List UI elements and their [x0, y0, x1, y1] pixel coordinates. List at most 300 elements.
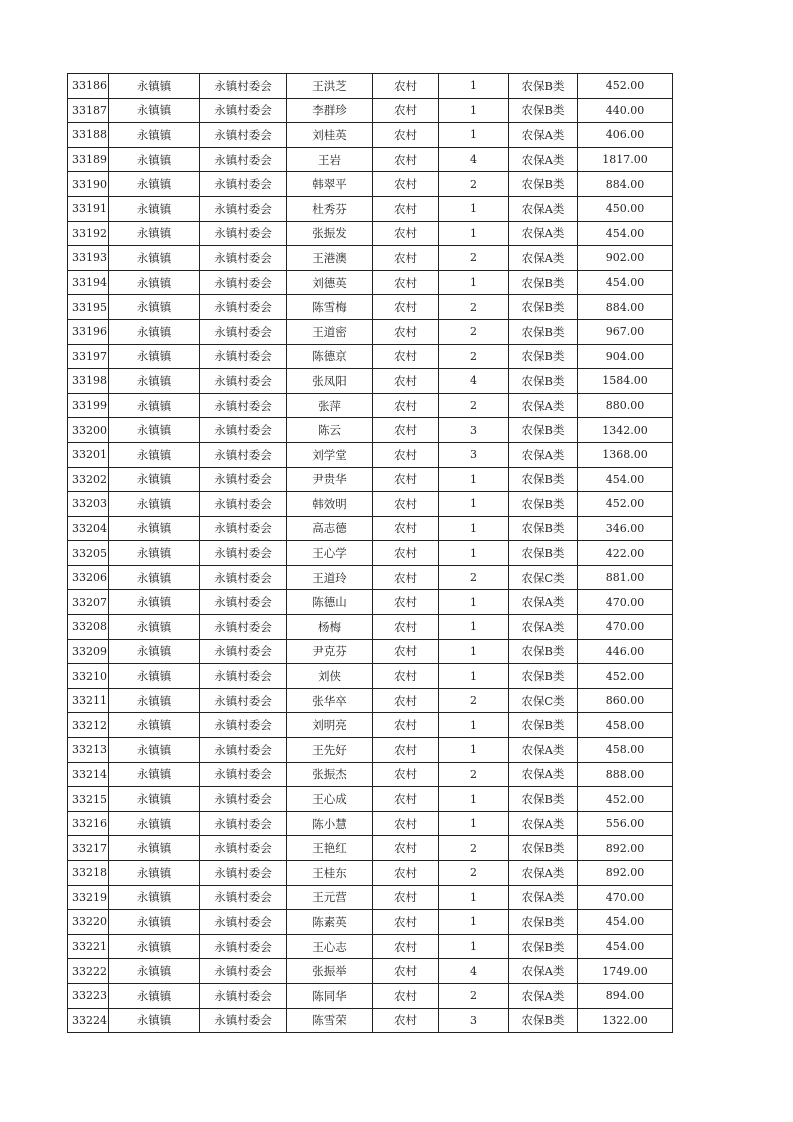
cell-name: 张振杰: [287, 762, 373, 787]
cell-id: 33191: [68, 196, 109, 221]
cell-name: 王心学: [287, 541, 373, 566]
cell-name: 王道密: [287, 319, 373, 344]
cell-area: 农村: [373, 172, 439, 197]
cell-village: 永镇村委会: [200, 196, 287, 221]
cell-category: 农保B类: [509, 541, 578, 566]
cell-category: 农保B类: [509, 344, 578, 369]
cell-village: 永镇村委会: [200, 74, 287, 99]
cell-name: 韩翠平: [287, 172, 373, 197]
table-row: [68, 295, 673, 320]
cell-count: 1: [439, 123, 509, 148]
cell-village: 永镇村委会: [200, 344, 287, 369]
cell-area: 农村: [373, 811, 439, 836]
cell-amount: 1584.00: [578, 369, 673, 394]
cell-amount: 440.00: [578, 98, 673, 123]
cell-amount: 888.00: [578, 762, 673, 787]
cell-count: 1: [439, 221, 509, 246]
cell-name: 陈德山: [287, 590, 373, 615]
cell-area: 农村: [373, 688, 439, 713]
cell-village: 永镇村委会: [200, 516, 287, 541]
cell-count: 2: [439, 344, 509, 369]
cell-village: 永镇村委会: [200, 270, 287, 295]
cell-town: 永镇镇: [109, 885, 200, 910]
cell-category: 农保B类: [509, 492, 578, 517]
table-row: [68, 713, 673, 738]
cell-village: 永镇村委会: [200, 910, 287, 935]
cell-count: 2: [439, 861, 509, 886]
cell-name: 王桂东: [287, 861, 373, 886]
cell-amount: 892.00: [578, 836, 673, 861]
cell-category: 农保A类: [509, 123, 578, 148]
table-row: [68, 393, 673, 418]
cell-area: 农村: [373, 492, 439, 517]
cell-id: 33202: [68, 467, 109, 492]
cell-name: 李群珍: [287, 98, 373, 123]
cell-id: 33223: [68, 983, 109, 1008]
cell-town: 永镇镇: [109, 910, 200, 935]
cell-area: 农村: [373, 467, 439, 492]
cell-amount: 470.00: [578, 590, 673, 615]
table-row: [68, 541, 673, 566]
table-row: [68, 861, 673, 886]
cell-count: 4: [439, 147, 509, 172]
table-row: [68, 319, 673, 344]
cell-id: 33206: [68, 565, 109, 590]
cell-count: 1: [439, 541, 509, 566]
cell-town: 永镇镇: [109, 418, 200, 443]
cell-village: 永镇村委会: [200, 369, 287, 394]
cell-area: 农村: [373, 221, 439, 246]
cell-village: 永镇村委会: [200, 418, 287, 443]
table-row: [68, 787, 673, 812]
cell-count: 1: [439, 910, 509, 935]
cell-amount: 860.00: [578, 688, 673, 713]
cell-town: 永镇镇: [109, 590, 200, 615]
table-row: [68, 1008, 673, 1033]
cell-id: 33196: [68, 319, 109, 344]
cell-area: 农村: [373, 713, 439, 738]
table-row: [68, 418, 673, 443]
cell-amount: 446.00: [578, 639, 673, 664]
cell-area: 农村: [373, 787, 439, 812]
cell-village: 永镇村委会: [200, 885, 287, 910]
cell-town: 永镇镇: [109, 492, 200, 517]
cell-category: 农保A类: [509, 861, 578, 886]
cell-amount: 892.00: [578, 861, 673, 886]
cell-area: 农村: [373, 615, 439, 640]
cell-village: 永镇村委会: [200, 688, 287, 713]
cell-town: 永镇镇: [109, 688, 200, 713]
cell-name: 王先好: [287, 738, 373, 763]
table-row: [68, 885, 673, 910]
table-row: [68, 123, 673, 148]
cell-amount: 454.00: [578, 270, 673, 295]
cell-id: 33195: [68, 295, 109, 320]
cell-amount: 904.00: [578, 344, 673, 369]
cell-amount: 884.00: [578, 295, 673, 320]
cell-id: 33208: [68, 615, 109, 640]
table-row: [68, 738, 673, 763]
table-row: [68, 615, 673, 640]
cell-id: 33213: [68, 738, 109, 763]
cell-village: 永镇村委会: [200, 172, 287, 197]
cell-town: 永镇镇: [109, 147, 200, 172]
cell-name: 陈同华: [287, 983, 373, 1008]
cell-town: 永镇镇: [109, 541, 200, 566]
cell-name: 陈德京: [287, 344, 373, 369]
cell-area: 农村: [373, 836, 439, 861]
cell-id: 33194: [68, 270, 109, 295]
cell-amount: 1342.00: [578, 418, 673, 443]
cell-category: 农保B类: [509, 418, 578, 443]
table-row: [68, 270, 673, 295]
table-row: [68, 934, 673, 959]
cell-amount: 967.00: [578, 319, 673, 344]
cell-name: 刘明亮: [287, 713, 373, 738]
cell-category: 农保A类: [509, 393, 578, 418]
cell-id: 33199: [68, 393, 109, 418]
cell-town: 永镇镇: [109, 738, 200, 763]
cell-town: 永镇镇: [109, 74, 200, 99]
cell-town: 永镇镇: [109, 319, 200, 344]
cell-town: 永镇镇: [109, 811, 200, 836]
cell-category: 农保B类: [509, 295, 578, 320]
cell-amount: 902.00: [578, 246, 673, 271]
cell-area: 农村: [373, 664, 439, 689]
cell-amount: 454.00: [578, 467, 673, 492]
cell-village: 永镇村委会: [200, 565, 287, 590]
cell-category: 农保C类: [509, 565, 578, 590]
cell-town: 永镇镇: [109, 123, 200, 148]
cell-name: 陈雪荣: [287, 1008, 373, 1033]
cell-village: 永镇村委会: [200, 959, 287, 984]
cell-id: 33186: [68, 74, 109, 99]
cell-count: 1: [439, 467, 509, 492]
cell-amount: 452.00: [578, 74, 673, 99]
cell-category: 农保A类: [509, 983, 578, 1008]
cell-id: 33197: [68, 344, 109, 369]
cell-name: 尹贵华: [287, 467, 373, 492]
cell-category: 农保B类: [509, 639, 578, 664]
cell-id: 33217: [68, 836, 109, 861]
cell-name: 王元营: [287, 885, 373, 910]
cell-id: 33209: [68, 639, 109, 664]
cell-count: 1: [439, 639, 509, 664]
cell-count: 3: [439, 442, 509, 467]
table-row: [68, 664, 673, 689]
cell-id: 33188: [68, 123, 109, 148]
cell-area: 农村: [373, 910, 439, 935]
cell-village: 永镇村委会: [200, 98, 287, 123]
cell-town: 永镇镇: [109, 369, 200, 394]
cell-town: 永镇镇: [109, 516, 200, 541]
cell-count: 1: [439, 738, 509, 763]
cell-category: 农保B类: [509, 270, 578, 295]
cell-amount: 454.00: [578, 934, 673, 959]
cell-town: 永镇镇: [109, 270, 200, 295]
table-row: [68, 344, 673, 369]
cell-area: 农村: [373, 1008, 439, 1033]
cell-name: 陈素英: [287, 910, 373, 935]
cell-name: 韩效明: [287, 492, 373, 517]
cell-name: 张振举: [287, 959, 373, 984]
cell-id: 33189: [68, 147, 109, 172]
cell-count: 1: [439, 590, 509, 615]
cell-count: 2: [439, 246, 509, 271]
table-row: [68, 74, 673, 99]
cell-amount: 880.00: [578, 393, 673, 418]
cell-category: 农保B类: [509, 98, 578, 123]
cell-count: 4: [439, 369, 509, 394]
cell-amount: 452.00: [578, 787, 673, 812]
cell-count: 1: [439, 492, 509, 517]
cell-name: 刘德英: [287, 270, 373, 295]
cell-town: 永镇镇: [109, 762, 200, 787]
cell-village: 永镇村委会: [200, 221, 287, 246]
cell-count: 1: [439, 516, 509, 541]
cell-town: 永镇镇: [109, 639, 200, 664]
cell-town: 永镇镇: [109, 787, 200, 812]
cell-area: 农村: [373, 959, 439, 984]
cell-town: 永镇镇: [109, 98, 200, 123]
table-row: [68, 172, 673, 197]
cell-village: 永镇村委会: [200, 123, 287, 148]
cell-name: 张振发: [287, 221, 373, 246]
table-row: [68, 492, 673, 517]
cell-name: 张萍: [287, 393, 373, 418]
cell-category: 农保B类: [509, 319, 578, 344]
cell-area: 农村: [373, 295, 439, 320]
cell-name: 王心志: [287, 934, 373, 959]
cell-town: 永镇镇: [109, 565, 200, 590]
cell-category: 农保C类: [509, 688, 578, 713]
cell-category: 农保A类: [509, 959, 578, 984]
cell-amount: 452.00: [578, 664, 673, 689]
cell-name: 刘侠: [287, 664, 373, 689]
cell-area: 农村: [373, 762, 439, 787]
cell-area: 农村: [373, 98, 439, 123]
cell-village: 永镇村委会: [200, 295, 287, 320]
cell-area: 农村: [373, 147, 439, 172]
cell-amount: 454.00: [578, 910, 673, 935]
cell-category: 农保B类: [509, 1008, 578, 1033]
cell-id: 33218: [68, 861, 109, 886]
cell-id: 33190: [68, 172, 109, 197]
cell-id: 33201: [68, 442, 109, 467]
cell-category: 农保B类: [509, 516, 578, 541]
cell-town: 永镇镇: [109, 221, 200, 246]
cell-id: 33222: [68, 959, 109, 984]
cell-category: 农保B类: [509, 787, 578, 812]
cell-amount: 1368.00: [578, 442, 673, 467]
cell-category: 农保A类: [509, 246, 578, 271]
cell-name: 张凤阳: [287, 369, 373, 394]
cell-name: 杨梅: [287, 615, 373, 640]
cell-name: 杜秀芬: [287, 196, 373, 221]
cell-village: 永镇村委会: [200, 983, 287, 1008]
table-row: [68, 246, 673, 271]
cell-category: 农保B类: [509, 369, 578, 394]
cell-count: 4: [439, 959, 509, 984]
cell-name: 陈雪梅: [287, 295, 373, 320]
cell-id: 33224: [68, 1008, 109, 1033]
cell-village: 永镇村委会: [200, 615, 287, 640]
cell-name: 陈小慧: [287, 811, 373, 836]
cell-count: 2: [439, 319, 509, 344]
cell-category: 农保A类: [509, 762, 578, 787]
cell-village: 永镇村委会: [200, 492, 287, 517]
cell-amount: 406.00: [578, 123, 673, 148]
cell-amount: 881.00: [578, 565, 673, 590]
cell-area: 农村: [373, 418, 439, 443]
cell-category: 农保A类: [509, 442, 578, 467]
cell-town: 永镇镇: [109, 861, 200, 886]
cell-town: 永镇镇: [109, 344, 200, 369]
cell-area: 农村: [373, 541, 439, 566]
cell-amount: 470.00: [578, 615, 673, 640]
cell-village: 永镇村委会: [200, 541, 287, 566]
cell-amount: 346.00: [578, 516, 673, 541]
cell-amount: 1817.00: [578, 147, 673, 172]
cell-id: 33220: [68, 910, 109, 935]
cell-village: 永镇村委会: [200, 319, 287, 344]
table-row: [68, 196, 673, 221]
cell-village: 永镇村委会: [200, 1008, 287, 1033]
cell-id: 33204: [68, 516, 109, 541]
cell-name: 王心成: [287, 787, 373, 812]
table-body: [68, 74, 673, 1033]
cell-town: 永镇镇: [109, 664, 200, 689]
cell-area: 农村: [373, 738, 439, 763]
cell-name: 刘学堂: [287, 442, 373, 467]
cell-id: 33192: [68, 221, 109, 246]
table-row: [68, 369, 673, 394]
cell-id: 33203: [68, 492, 109, 517]
cell-category: 农保B类: [509, 467, 578, 492]
cell-town: 永镇镇: [109, 983, 200, 1008]
cell-count: 1: [439, 885, 509, 910]
cell-count: 1: [439, 270, 509, 295]
cell-category: 农保B类: [509, 713, 578, 738]
table-row: [68, 910, 673, 935]
cell-id: 33211: [68, 688, 109, 713]
cell-town: 永镇镇: [109, 467, 200, 492]
cell-town: 永镇镇: [109, 836, 200, 861]
cell-id: 33221: [68, 934, 109, 959]
cell-village: 永镇村委会: [200, 664, 287, 689]
cell-category: 农保B类: [509, 934, 578, 959]
cell-category: 农保A类: [509, 196, 578, 221]
cell-category: 农保A类: [509, 221, 578, 246]
cell-area: 农村: [373, 934, 439, 959]
cell-count: 2: [439, 172, 509, 197]
cell-village: 永镇村委会: [200, 738, 287, 763]
table-row: [68, 221, 673, 246]
cell-amount: 470.00: [578, 885, 673, 910]
table-row: [68, 442, 673, 467]
cell-amount: 458.00: [578, 713, 673, 738]
cell-town: 永镇镇: [109, 615, 200, 640]
cell-name: 高志德: [287, 516, 373, 541]
cell-count: 1: [439, 664, 509, 689]
cell-village: 永镇村委会: [200, 836, 287, 861]
cell-village: 永镇村委会: [200, 393, 287, 418]
cell-area: 农村: [373, 369, 439, 394]
cell-category: 农保A类: [509, 147, 578, 172]
cell-area: 农村: [373, 442, 439, 467]
table-row: [68, 983, 673, 1008]
cell-name: 王岩: [287, 147, 373, 172]
cell-category: 农保A类: [509, 811, 578, 836]
table-row: [68, 836, 673, 861]
cell-area: 农村: [373, 885, 439, 910]
cell-id: 33187: [68, 98, 109, 123]
cell-area: 农村: [373, 639, 439, 664]
cell-id: 33215: [68, 787, 109, 812]
cell-category: 农保B类: [509, 172, 578, 197]
cell-village: 永镇村委会: [200, 713, 287, 738]
cell-id: 33219: [68, 885, 109, 910]
cell-town: 永镇镇: [109, 959, 200, 984]
cell-count: 1: [439, 98, 509, 123]
cell-village: 永镇村委会: [200, 442, 287, 467]
cell-area: 农村: [373, 319, 439, 344]
cell-amount: 1749.00: [578, 959, 673, 984]
cell-amount: 884.00: [578, 172, 673, 197]
cell-town: 永镇镇: [109, 246, 200, 271]
cell-village: 永镇村委会: [200, 861, 287, 886]
cell-area: 农村: [373, 246, 439, 271]
cell-category: 农保B类: [509, 910, 578, 935]
cell-area: 农村: [373, 861, 439, 886]
cell-count: 2: [439, 565, 509, 590]
cell-area: 农村: [373, 123, 439, 148]
cell-name: 王艳红: [287, 836, 373, 861]
cell-village: 永镇村委会: [200, 590, 287, 615]
cell-category: 农保A类: [509, 738, 578, 763]
cell-count: 1: [439, 787, 509, 812]
table-row: [68, 762, 673, 787]
cell-count: 2: [439, 836, 509, 861]
cell-id: 33212: [68, 713, 109, 738]
table-row: [68, 811, 673, 836]
cell-area: 农村: [373, 983, 439, 1008]
cell-name: 陈云: [287, 418, 373, 443]
cell-count: 2: [439, 393, 509, 418]
table-row: [68, 147, 673, 172]
cell-count: 1: [439, 934, 509, 959]
cell-id: 33198: [68, 369, 109, 394]
cell-count: 3: [439, 1008, 509, 1033]
table-row: [68, 565, 673, 590]
cell-id: 33200: [68, 418, 109, 443]
cell-town: 永镇镇: [109, 393, 200, 418]
cell-category: 农保B类: [509, 74, 578, 99]
cell-area: 农村: [373, 565, 439, 590]
cell-village: 永镇村委会: [200, 811, 287, 836]
table-row: [68, 688, 673, 713]
cell-village: 永镇村委会: [200, 147, 287, 172]
cell-count: 2: [439, 295, 509, 320]
cell-town: 永镇镇: [109, 172, 200, 197]
cell-amount: 452.00: [578, 492, 673, 517]
cell-village: 永镇村委会: [200, 639, 287, 664]
cell-count: 1: [439, 713, 509, 738]
cell-area: 农村: [373, 74, 439, 99]
cell-area: 农村: [373, 393, 439, 418]
cell-count: 2: [439, 762, 509, 787]
cell-area: 农村: [373, 196, 439, 221]
